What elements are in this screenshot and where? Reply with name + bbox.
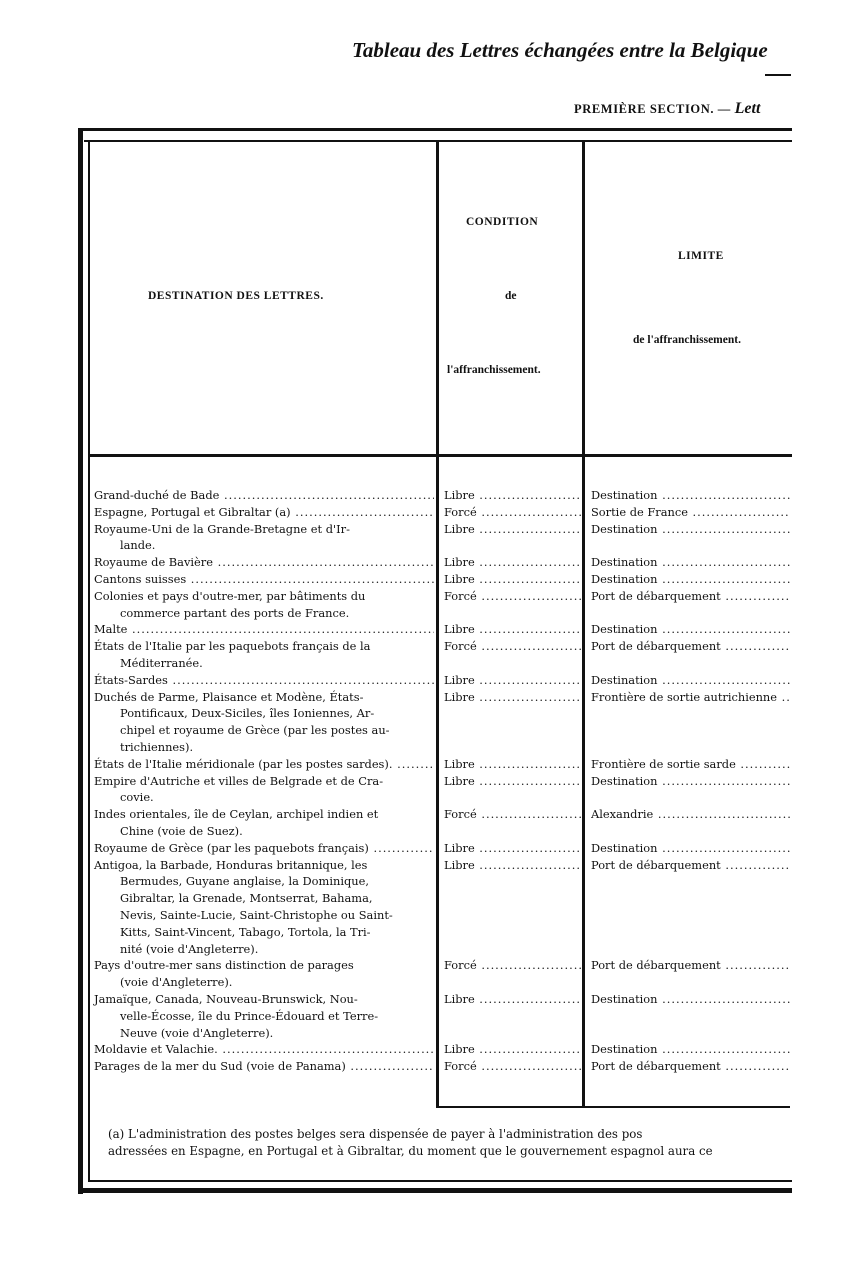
table-end-rule (436, 1106, 790, 1108)
column-header-destination: DESTINATION DES LETTRES. (148, 290, 324, 302)
condition-cell: Libre ..... (444, 857, 582, 874)
destination-line: États-Sardes ..... (94, 672, 434, 689)
column-divider-1 (436, 142, 439, 1108)
destination-cell (94, 1041, 434, 1058)
table-top-rule (78, 128, 792, 131)
destination-line: commerce partant des ports de France. (120, 605, 350, 620)
destination-line: (voie d'Angleterre). (120, 975, 233, 990)
limit-cell: Port de débarquement ..... (591, 588, 790, 605)
condition-cell: Forcé ..... (444, 957, 582, 974)
limit-cell: Destination ..... (591, 487, 790, 504)
limit-cell: Frontière de sortie sarde ..... (591, 756, 790, 773)
condition-cell: Libre ..... (444, 1041, 582, 1058)
destination-line: Nevis, Sainte-Lucie, Saint-Christophe ou Saint- (120, 907, 393, 922)
header-rule (90, 454, 792, 457)
destination-line: trichiennes). (120, 739, 194, 754)
limit-cell: Destination ..... (591, 554, 790, 571)
condition-cell: Forcé ..... (444, 1058, 582, 1075)
limit-cell: Destination ..... (591, 1041, 790, 1058)
destination-cell (94, 806, 434, 840)
destination-line: Espagne, Portugal et Gibraltar (a) ..... (94, 504, 434, 521)
limit-cell: Sortie de France ..... (591, 504, 790, 521)
destination-cell (94, 672, 434, 689)
limit-cell: Destination ..... (591, 521, 790, 538)
condition-cell: Forcé ..... (444, 806, 582, 823)
destination-cell (94, 588, 434, 622)
destination-line: nité (voie d'Angleterre). (120, 941, 259, 956)
limit-cell: Destination ..... (591, 621, 790, 638)
destination-cell (94, 487, 434, 504)
destination-cell (94, 621, 434, 638)
destination-line: Neuve (voie d'Angleterre). (120, 1025, 274, 1040)
destination-cell (94, 756, 434, 773)
destination-line: Antigoa, la Barbade, Honduras britannique, les (94, 857, 368, 872)
destination-cell (94, 571, 434, 588)
footnote (108, 1126, 790, 1160)
destination-line: Chine (voie de Suez). (120, 823, 243, 838)
condition-cell: Libre ..... (444, 621, 582, 638)
limit-cell: Frontière de sortie autrichienne ..... (591, 689, 790, 706)
column-header-condition-affranchissement: l'affranchissement. (447, 364, 541, 376)
section-label-italic: Lett (734, 100, 761, 117)
destination-line: Colonies et pays d'outre-mer, par bâtiments du (94, 588, 366, 603)
destination-cell (94, 991, 434, 1041)
condition-cell: Forcé ..... (444, 504, 582, 521)
table-left-rule (78, 128, 83, 1194)
limit-cell: Port de débarquement ..... (591, 957, 790, 974)
column-header-condition-de: de (505, 290, 517, 302)
condition-cell: Forcé ..... (444, 638, 582, 655)
destination-line: Empire d'Autriche et villes de Belgrade et de Cra- (94, 773, 384, 788)
destination-cell (94, 840, 434, 857)
destination-line: Pontificaux, Deux-Siciles, îles Ioniennes, Ar- (120, 706, 375, 721)
condition-cell: Libre ..... (444, 756, 582, 773)
destination-line: lande. (120, 538, 156, 553)
destination-cell (94, 504, 434, 521)
condition-cell: Libre ..... (444, 840, 582, 857)
destination-cell (94, 773, 434, 807)
destination-cell (94, 554, 434, 571)
destination-cell (94, 957, 434, 991)
destination-line: États de l'Italie méridionale (par les postes sardes). ..... (94, 756, 434, 773)
destination-line: covie. (120, 790, 154, 805)
limit-cell: Destination ..... (591, 773, 790, 790)
limit-cell: Alexandrie ..... (591, 806, 790, 823)
destination-line: Jamaïque, Canada, Nouveau-Brunswick, Nou- (94, 992, 358, 1006)
condition-cell: Forcé ..... (444, 588, 582, 605)
condition-cell: Libre ..... (444, 773, 582, 790)
destination-line: Méditerranée. (120, 655, 203, 670)
column-header-limite-affranchissement: de l'affranchissement. (633, 334, 741, 346)
column-divider-2 (582, 142, 585, 1108)
condition-cell: Libre ..... (444, 991, 582, 1008)
destination-line: Grand-duché de Bade ..... (94, 487, 434, 504)
destination-line: Royaume-Uni de la Grande-Bretagne et d'Ir- (94, 521, 350, 536)
destination-cell (94, 521, 434, 555)
condition-cell: Libre ..... (444, 487, 582, 504)
condition-cell: Libre ..... (444, 554, 582, 571)
column-header-limite: LIMITE (678, 250, 724, 262)
destination-line: Duchés de Parme, Plaisance et Modène, États- (94, 689, 364, 704)
section-heading (574, 100, 760, 118)
table-bottom-rule (78, 1188, 792, 1193)
destination-line: Parages de la mer du Sud (voie de Panama) ..... (94, 1058, 434, 1075)
destination-cell (94, 857, 434, 958)
destination-line: Gibraltar, la Grenade, Montserrat, Bahama, (120, 891, 373, 906)
table-bottom-inner-rule (88, 1180, 792, 1182)
limit-cell: Destination ..... (591, 840, 790, 857)
table-left-inner-rule (88, 140, 90, 1180)
condition-cell: Libre ..... (444, 672, 582, 689)
destination-line: Kitts, Saint-Vincent, Tabago, Tortola, la Tri- (120, 924, 371, 939)
destination-line: Royaume de Bavière ..... (94, 554, 434, 571)
limit-cell: Destination ..... (591, 672, 790, 689)
title-rule (765, 74, 791, 76)
destination-line: Royaume de Grèce (par les paquebots français) ..... (94, 840, 434, 857)
section-label: PREMIÈRE SECTION. — (574, 102, 731, 116)
destination-line: Bermudes, Guyane anglaise, la Dominique, (120, 874, 369, 889)
limit-cell: Destination ..... (591, 571, 790, 588)
column-header-condition: CONDITION (466, 216, 539, 228)
destination-line: Cantons suisses ..... (94, 571, 434, 588)
limit-cell: Port de débarquement ..... (591, 857, 790, 874)
footnote-line-2: adressées en Espagne, en Portugal et à Gibraltar, du moment que le gouvernement espagnol aura ce (108, 1144, 713, 1158)
destination-line: Moldavie et Valachie. ..... (94, 1041, 434, 1058)
condition-cell: Libre ..... (444, 571, 582, 588)
destination-cell (94, 689, 434, 756)
destination-line: velle-Écosse, île du Prince-Édouard et Terre- (120, 1008, 379, 1023)
destination-line: chipel et royaume de Grèce (par les postes au- (120, 723, 390, 738)
destination-cell (94, 1058, 434, 1075)
destination-line: États de l'Italie par les paquebots français de la (94, 639, 371, 654)
destination-line: Malte ..... (94, 621, 434, 638)
destination-line: Pays d'outre-mer sans distinction de parages (94, 958, 354, 973)
limit-cell: Port de débarquement ..... (591, 638, 790, 655)
destination-cell (94, 638, 434, 672)
destination-line: Indes orientales, île de Ceylan, archipel indien et (94, 807, 379, 822)
page-title: Tableau des Lettres échangées entre la Belgique (352, 38, 768, 62)
footnote-line-1: (a) L'administration des postes belges sera dispensée de payer à l'administration des pos (108, 1127, 643, 1141)
limit-cell: Destination ..... (591, 991, 790, 1008)
limit-cell: Port de débarquement ..... (591, 1058, 790, 1075)
condition-cell: Libre ..... (444, 689, 582, 706)
condition-cell: Libre ..... (444, 521, 582, 538)
